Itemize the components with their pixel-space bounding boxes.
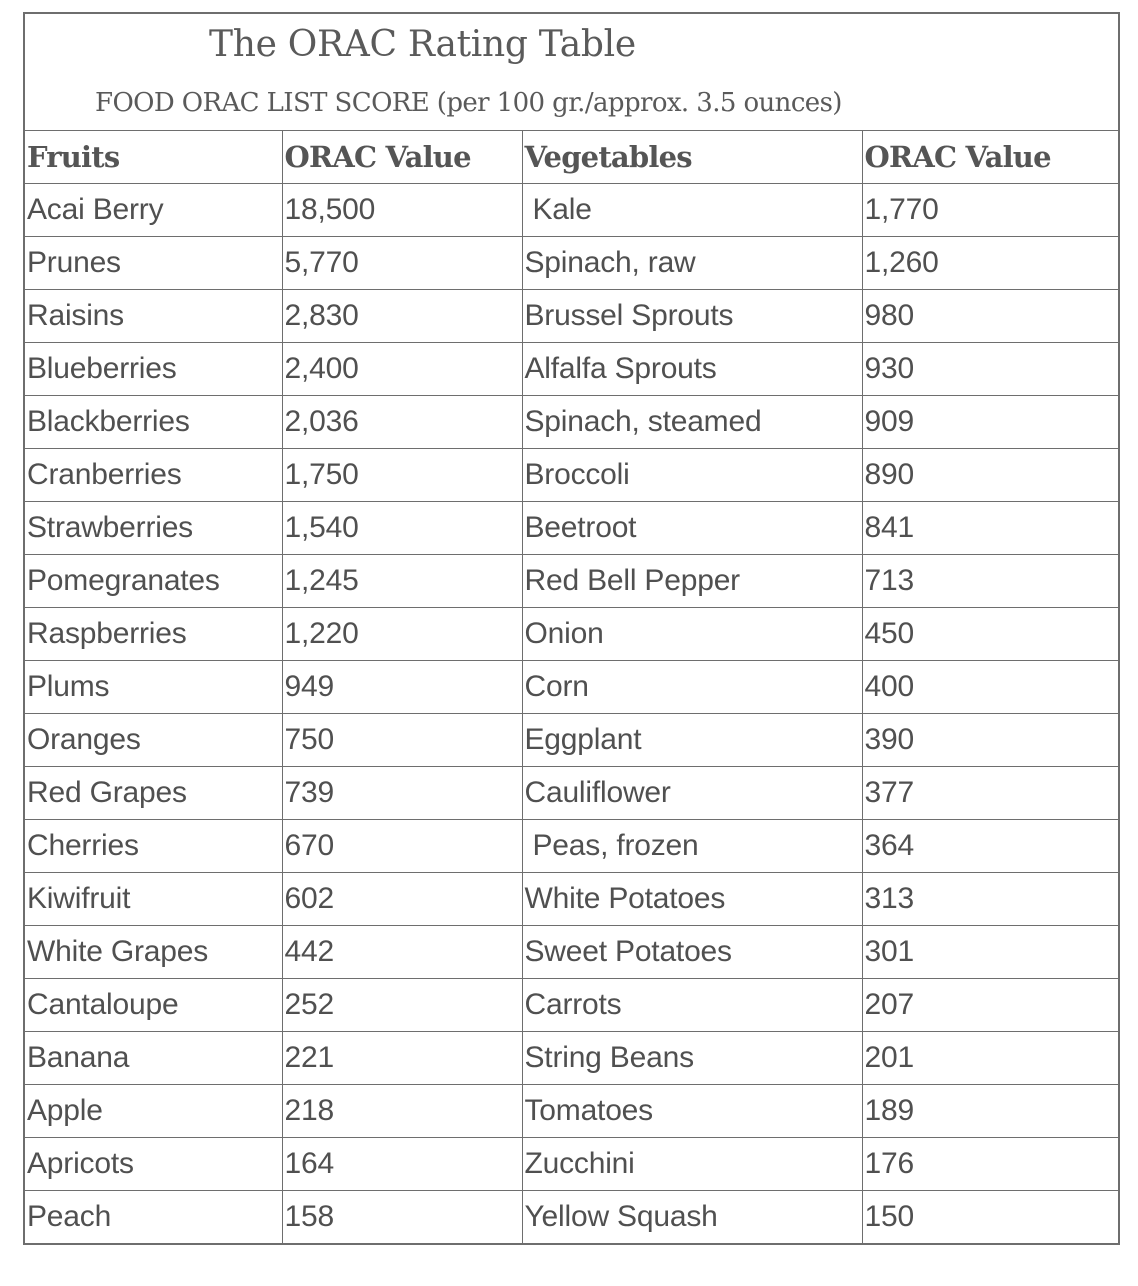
vegetable-name-cell: Cauliflower xyxy=(522,767,862,820)
vegetable-orac-value-cell: 400 xyxy=(862,661,1119,714)
table-row xyxy=(24,290,1119,343)
vegetable-name-cell: Alfalfa Sprouts xyxy=(522,343,862,396)
fruit-orac-value-cell: 218 xyxy=(282,1085,522,1138)
page-title: The ORAC Rating Table xyxy=(209,24,636,65)
table-row xyxy=(24,873,1119,926)
vegetable-name-cell: Kale xyxy=(522,184,862,237)
vegetable-name-cell: Zucchini xyxy=(522,1138,862,1191)
fruit-name-cell: Raspberries xyxy=(24,608,282,661)
vegetable-orac-value-cell: 150 xyxy=(862,1191,1119,1245)
vegetable-name-cell: Spinach, steamed xyxy=(522,396,862,449)
table-row xyxy=(24,661,1119,714)
vegetable-orac-value-cell: 713 xyxy=(862,555,1119,608)
fruit-orac-value-cell: 2,036 xyxy=(282,396,522,449)
vegetable-name-cell: Carrots xyxy=(522,979,862,1032)
fruit-name-cell: Raisins xyxy=(24,290,282,343)
vegetable-orac-value-cell: 909 xyxy=(862,396,1119,449)
fruit-name-cell: Kiwifruit xyxy=(24,873,282,926)
vegetable-name-cell: Corn xyxy=(522,661,862,714)
vegetable-orac-value-cell: 841 xyxy=(862,502,1119,555)
fruit-name-cell: Acai Berry xyxy=(24,184,282,237)
fruit-orac-value-cell: 442 xyxy=(282,926,522,979)
vegetable-orac-value-cell: 1,260 xyxy=(862,237,1119,290)
fruit-orac-value-cell: 602 xyxy=(282,873,522,926)
table-row xyxy=(24,767,1119,820)
fruit-orac-value-cell: 18,500 xyxy=(282,184,522,237)
fruit-name-cell: Prunes xyxy=(24,237,282,290)
table-row xyxy=(24,1138,1119,1191)
fruit-orac-value-cell: 2,400 xyxy=(282,343,522,396)
table-row xyxy=(24,926,1119,979)
table-row xyxy=(24,396,1119,449)
fruit-orac-value-cell: 1,220 xyxy=(282,608,522,661)
table-row xyxy=(24,237,1119,290)
header-fruits: Fruits xyxy=(24,131,282,184)
vegetable-orac-value-cell: 313 xyxy=(862,873,1119,926)
fruit-orac-value-cell: 1,540 xyxy=(282,502,522,555)
fruit-orac-value-cell: 158 xyxy=(282,1191,522,1245)
header-vegetables-orac-value: ORAC Value xyxy=(862,131,1119,184)
fruit-name-cell: Blueberries xyxy=(24,343,282,396)
vegetable-name-cell: Peas, frozen xyxy=(522,820,862,873)
table-row xyxy=(24,343,1119,396)
fruit-name-cell: Cantaloupe xyxy=(24,979,282,1032)
vegetable-orac-value-cell: 207 xyxy=(862,979,1119,1032)
fruit-name-cell: Apricots xyxy=(24,1138,282,1191)
table-row xyxy=(24,608,1119,661)
table-row xyxy=(24,714,1119,767)
vegetable-orac-value-cell: 930 xyxy=(862,343,1119,396)
vegetable-name-cell: Yellow Squash xyxy=(522,1191,862,1245)
orac-rating-table xyxy=(23,12,1120,1245)
vegetable-orac-value-cell: 201 xyxy=(862,1032,1119,1085)
header-vegetables: Vegetables xyxy=(522,131,862,184)
fruit-name-cell: Apple xyxy=(24,1085,282,1138)
vegetable-orac-value-cell: 176 xyxy=(862,1138,1119,1191)
vegetable-orac-value-cell: 189 xyxy=(862,1085,1119,1138)
vegetable-name-cell: Tomatoes xyxy=(522,1085,862,1138)
vegetable-name-cell: White Potatoes xyxy=(522,873,862,926)
fruit-orac-value-cell: 2,830 xyxy=(282,290,522,343)
vegetable-name-cell: Sweet Potatoes xyxy=(522,926,862,979)
table-row xyxy=(24,1085,1119,1138)
table-row xyxy=(24,1032,1119,1085)
header-row xyxy=(24,131,1119,184)
vegetable-name-cell: Broccoli xyxy=(522,449,862,502)
fruit-name-cell: Plums xyxy=(24,661,282,714)
table-row xyxy=(24,979,1119,1032)
fruit-orac-value-cell: 252 xyxy=(282,979,522,1032)
vegetable-name-cell: Eggplant xyxy=(522,714,862,767)
fruit-orac-value-cell: 221 xyxy=(282,1032,522,1085)
header-fruits-orac-value: ORAC Value xyxy=(282,131,522,184)
fruit-name-cell: White Grapes xyxy=(24,926,282,979)
vegetable-orac-value-cell: 980 xyxy=(862,290,1119,343)
vegetable-orac-value-cell: 377 xyxy=(862,767,1119,820)
table-row xyxy=(24,502,1119,555)
table-row xyxy=(24,555,1119,608)
vegetable-orac-value-cell: 890 xyxy=(862,449,1119,502)
fruit-orac-value-cell: 1,245 xyxy=(282,555,522,608)
vegetable-name-cell: Brussel Sprouts xyxy=(522,290,862,343)
vegetable-name-cell: Spinach, raw xyxy=(522,237,862,290)
fruit-name-cell: Banana xyxy=(24,1032,282,1085)
table-row xyxy=(24,1191,1119,1245)
fruit-orac-value-cell: 164 xyxy=(282,1138,522,1191)
fruit-orac-value-cell: 949 xyxy=(282,661,522,714)
fruit-orac-value-cell: 1,750 xyxy=(282,449,522,502)
fruit-name-cell: Cherries xyxy=(24,820,282,873)
vegetable-orac-value-cell: 390 xyxy=(862,714,1119,767)
fruit-name-cell: Pomegranates xyxy=(24,555,282,608)
fruit-name-cell: Red Grapes xyxy=(24,767,282,820)
table-row xyxy=(24,820,1119,873)
vegetable-orac-value-cell: 364 xyxy=(862,820,1119,873)
fruit-name-cell: Cranberries xyxy=(24,449,282,502)
vegetable-name-cell: Onion xyxy=(522,608,862,661)
fruit-orac-value-cell: 670 xyxy=(282,820,522,873)
table-row xyxy=(24,449,1119,502)
vegetable-name-cell: String Beans xyxy=(522,1032,862,1085)
vegetable-orac-value-cell: 1,770 xyxy=(862,184,1119,237)
vegetable-orac-value-cell: 450 xyxy=(862,608,1119,661)
fruit-name-cell: Oranges xyxy=(24,714,282,767)
fruit-orac-value-cell: 739 xyxy=(282,767,522,820)
fruit-name-cell: Blackberries xyxy=(24,396,282,449)
vegetable-name-cell: Red Bell Pepper xyxy=(522,555,862,608)
fruit-name-cell: Strawberries xyxy=(24,502,282,555)
table-title-cell xyxy=(24,13,1119,131)
fruit-orac-value-cell: 750 xyxy=(282,714,522,767)
fruit-orac-value-cell: 5,770 xyxy=(282,237,522,290)
fruit-name-cell: Peach xyxy=(24,1191,282,1245)
table-row xyxy=(24,184,1119,237)
page-subtitle: FOOD ORAC LIST SCORE (per 100 gr./approx. 3.5 ounces) xyxy=(95,88,842,118)
vegetable-orac-value-cell: 301 xyxy=(862,926,1119,979)
vegetable-name-cell: Beetroot xyxy=(522,502,862,555)
